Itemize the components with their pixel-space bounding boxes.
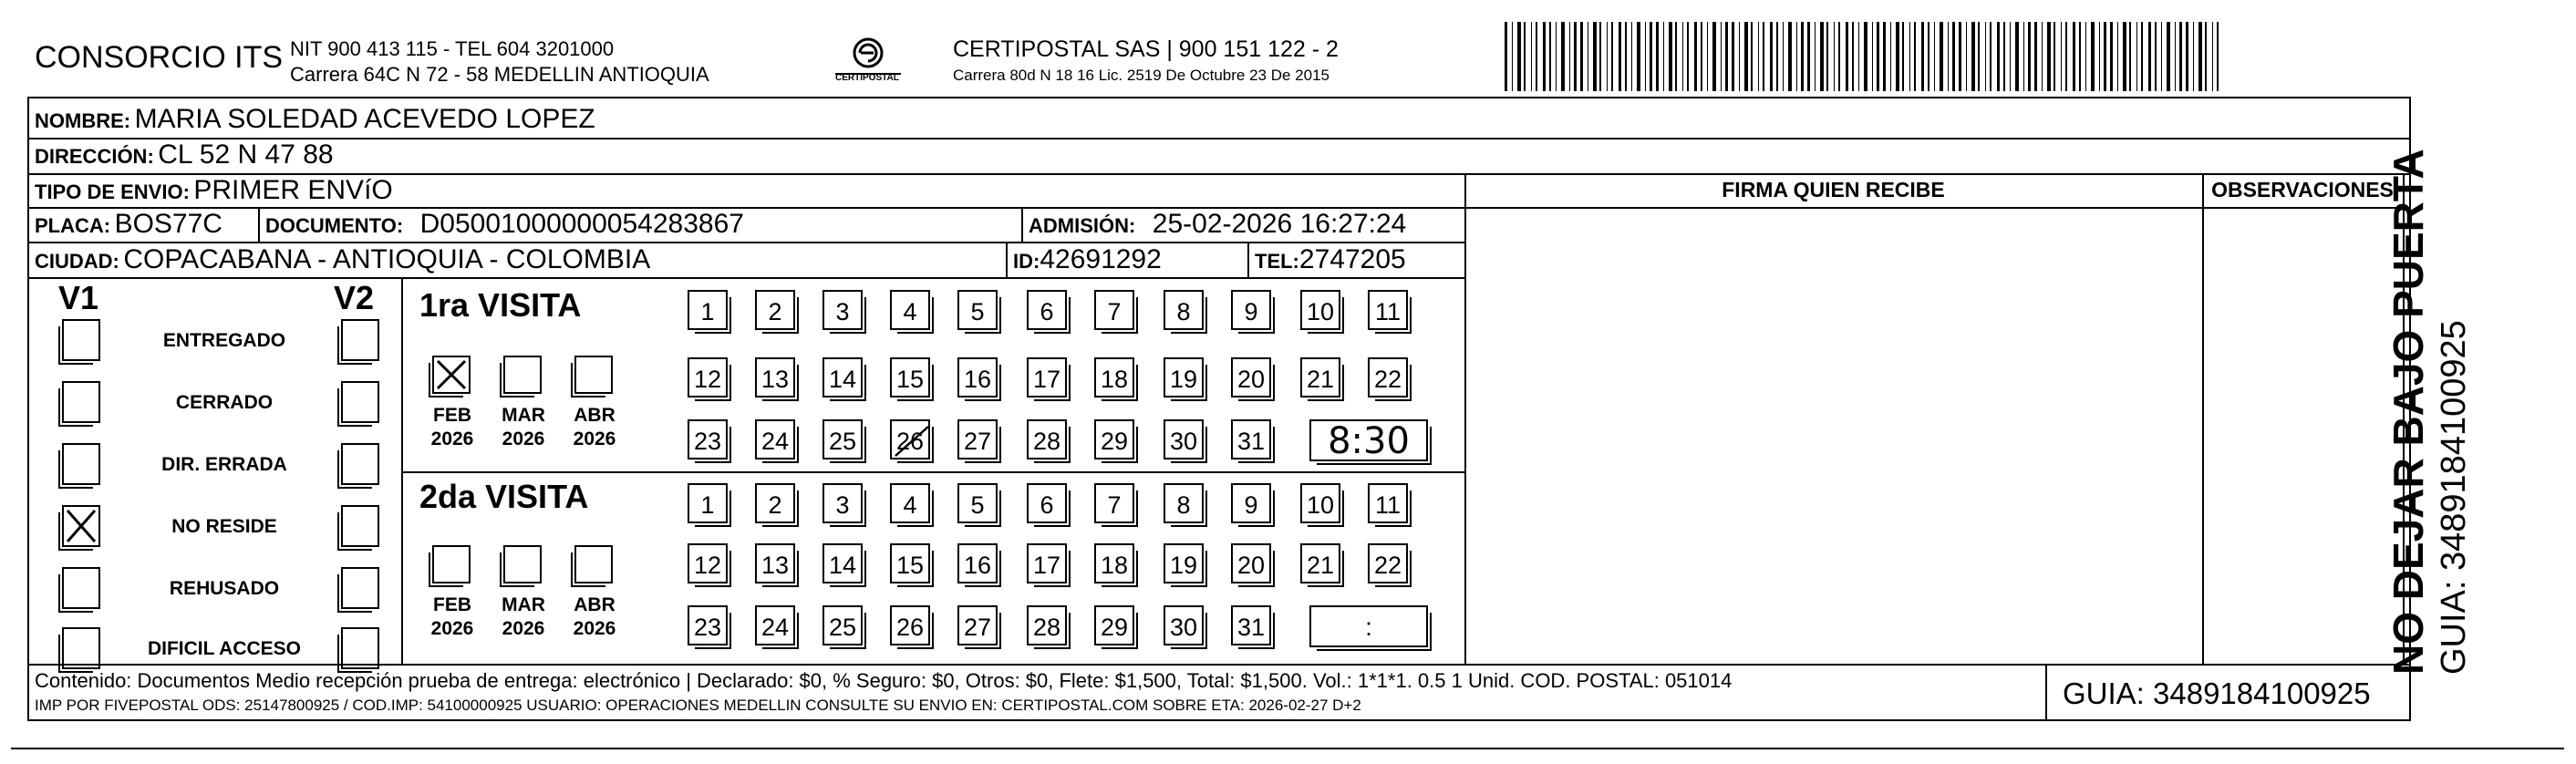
admision-value: 25-02-2026 16:27:24 [1152, 209, 1407, 239]
day-number: 31 [1236, 428, 1266, 455]
first-visit-day-2[interactable] [755, 290, 795, 330]
first-visit-day-25[interactable] [822, 419, 863, 459]
day-number: 25 [828, 428, 857, 455]
day-number: 17 [1032, 366, 1061, 393]
carrier-name: CERTIPOSTAL SAS | 900 151 122 - 2 [953, 36, 1339, 62]
second-visit-day-1[interactable] [688, 483, 728, 523]
company-nit: NIT 900 413 115 - TEL 604 3201000 [290, 37, 615, 60]
day-number: 13 [760, 366, 790, 393]
second-visit-day-5[interactable] [957, 483, 998, 523]
ciudad-label: CIUDAD: [35, 250, 119, 273]
bottom-rule [11, 748, 2564, 749]
footer-guia: GUIA: 3489184100925 [2063, 676, 2371, 710]
day-number: 15 [895, 552, 925, 579]
first-visit-day-4[interactable] [890, 290, 930, 330]
logo-text: CERTIPOSTAL [835, 73, 899, 83]
first-visit-day-13[interactable] [755, 357, 795, 397]
day-number: 28 [1032, 428, 1061, 455]
day-number: 4 [903, 298, 917, 325]
day-number: 26 [895, 428, 925, 455]
first-visit-day-24[interactable] [755, 419, 795, 459]
second-visit-year-label: 2026 [430, 618, 474, 639]
second-visit-time-box[interactable] [1309, 605, 1428, 647]
status-label-entregado: ENTREGADO [162, 330, 286, 351]
day-number: 20 [1236, 552, 1266, 579]
firma-header: FIRMA QUIEN RECIBE [1722, 178, 1945, 201]
certipostal-logo [832, 35, 905, 89]
second-visit-day-22[interactable] [1368, 543, 1408, 583]
first-visit-month-feb-checkbox[interactable] [432, 356, 471, 394]
day-number: 2 [768, 298, 782, 325]
day-number: 3 [835, 491, 850, 519]
status-label-cerrado: CERRADO [175, 392, 274, 413]
second-visit-day-30[interactable] [1164, 605, 1204, 645]
first-visit-day-1[interactable] [688, 290, 728, 330]
second-visit-day-29[interactable] [1094, 605, 1134, 645]
first-visit-day-15[interactable] [890, 357, 930, 397]
second-visit-day-3[interactable] [822, 483, 863, 523]
day-number: 18 [1100, 552, 1129, 579]
second-visit-day-28[interactable] [1027, 605, 1067, 645]
day-number: 29 [1100, 614, 1129, 641]
first-visit-month-feb-label: FEB [433, 405, 471, 426]
first-visit-day-31[interactable] [1231, 419, 1271, 459]
v2-checkbox-dir-errada[interactable] [341, 443, 379, 485]
placa-field [35, 209, 222, 240]
second-visit-day-31[interactable] [1231, 605, 1271, 645]
day-number: 23 [693, 428, 722, 455]
first-visit-day-7[interactable] [1094, 290, 1134, 330]
id-label: ID: [1013, 250, 1040, 273]
day-number: 12 [693, 366, 722, 393]
day-number: 16 [963, 366, 992, 393]
side-guia: GUIA: 3489184100925 [2435, 320, 2473, 675]
day-number: 10 [1306, 491, 1335, 519]
second-visit-day-14[interactable] [822, 543, 863, 583]
second-visit-day-20[interactable] [1231, 543, 1271, 583]
day-number: 13 [760, 552, 790, 579]
second-visit-day-17[interactable] [1027, 543, 1067, 583]
first-visit-year-label: 2026 [430, 428, 474, 449]
second-visit-day-25[interactable] [822, 605, 863, 645]
second-visit-day-10[interactable] [1300, 483, 1340, 523]
placa-label: PLACA: [35, 214, 111, 237]
first-visit-year-label: 2026 [502, 428, 545, 449]
day-number: 5 [970, 298, 985, 325]
v2-checkbox-no-reside[interactable] [341, 505, 379, 547]
nombre-value: MARIA SOLEDAD ACEVEDO LOPEZ [134, 104, 595, 134]
second-visit-day-23[interactable] [688, 605, 728, 645]
first-visit-time-value: 8:30 [1328, 420, 1410, 462]
day-number: 30 [1169, 428, 1198, 455]
second-visit-day-24[interactable] [755, 605, 795, 645]
day-number: 10 [1306, 298, 1335, 325]
second-visit-day-2[interactable] [755, 483, 795, 523]
day-number: 12 [693, 552, 722, 579]
day-number: 11 [1374, 491, 1402, 519]
first-visit-day-3[interactable] [822, 290, 863, 330]
second-visit-day-12[interactable] [688, 543, 728, 583]
day-number: 19 [1169, 552, 1198, 579]
first-visit-day-26[interactable] [890, 419, 930, 459]
day-number: 22 [1373, 366, 1402, 393]
day-number: 24 [760, 614, 790, 641]
day-number: 3 [835, 298, 850, 325]
second-visit-title: 2da VISITA [419, 478, 589, 515]
day-number: 16 [963, 552, 992, 579]
day-number: 6 [1040, 298, 1054, 325]
footer-imp: IMP POR FIVEPOSTAL ODS: 25147800925 / COD.IMP: 54100000925 USUARIO: OPERACIONES MEDELLIN CONSULTE SU ENVIO EN: CERTIPOSTAL.COM SOBRE ETA: 2026-02-27 D+2 [35, 697, 1361, 714]
day-number: 18 [1100, 366, 1129, 393]
tel-label: TEL: [1255, 250, 1299, 273]
v2-checkbox-cerrado[interactable] [341, 381, 379, 423]
day-number: 9 [1244, 298, 1258, 325]
first-visit-day-30[interactable] [1164, 419, 1204, 459]
documento-field [265, 209, 744, 240]
documento-label: DOCUMENTO: [265, 214, 404, 237]
v1-checkbox-entregado[interactable] [62, 319, 100, 361]
first-visit-day-10[interactable] [1300, 290, 1340, 330]
first-visit-day-29[interactable] [1094, 419, 1134, 459]
day-number: 11 [1374, 298, 1402, 325]
id-field [1013, 244, 1162, 275]
first-visit-day-16[interactable] [957, 357, 998, 397]
direccion-label: DIRECCIÓN: [35, 145, 154, 168]
second-visit-year-label: 2026 [573, 618, 616, 639]
v1-checkbox-cerrado[interactable] [62, 381, 100, 423]
second-visit-day-15[interactable] [890, 543, 930, 583]
second-visit-day-18[interactable] [1094, 543, 1134, 583]
company-address: Carrera 64C N 72 - 58 MEDELLIN ANTIOQUIA [290, 63, 709, 86]
day-number: 7 [1107, 491, 1122, 519]
side-warning: NO DEJAR BAJO PUERTA [2385, 149, 2432, 675]
tipo-field [35, 175, 393, 206]
day-number: 1 [700, 491, 715, 519]
barcode [1505, 22, 2225, 91]
second-visit-time-value: : [1365, 613, 1372, 641]
first-visit-day-14[interactable] [822, 357, 863, 397]
first-visit-day-18[interactable] [1094, 357, 1134, 397]
first-visit-day-23[interactable] [688, 419, 728, 459]
second-visit-day-4[interactable] [890, 483, 930, 523]
day-number: 6 [1040, 491, 1054, 519]
tipo-value: PRIMER ENVíO [193, 175, 393, 205]
first-visit-day-27[interactable] [957, 419, 998, 459]
admision-label: ADMISIÓN: [1029, 214, 1136, 237]
v2-checkbox-dificil-acceso[interactable] [341, 627, 379, 669]
day-number: 28 [1032, 614, 1061, 641]
second-visit-day-11[interactable] [1368, 483, 1408, 523]
first-visit-month-abr-label: ABR [574, 405, 616, 426]
first-visit-day-8[interactable] [1164, 290, 1204, 330]
first-visit-day-17[interactable] [1027, 357, 1067, 397]
second-visit-day-16[interactable] [957, 543, 998, 583]
day-number: 23 [693, 614, 722, 641]
second-visit-month-feb-label: FEB [433, 594, 471, 615]
v2-checkbox-rehusado[interactable] [341, 567, 379, 609]
second-visit-day-26[interactable] [890, 605, 930, 645]
day-number: 20 [1236, 366, 1266, 393]
observaciones-header: OBSERVACIONES [2211, 178, 2394, 201]
status-label-dir-errada: DIR. ERRADA [161, 454, 287, 475]
second-visit-day-13[interactable] [755, 543, 795, 583]
carrier-license: Carrera 80d N 18 16 Lic. 2519 De Octubre 23 De 2015 [953, 67, 1329, 84]
day-number: 15 [895, 366, 925, 393]
day-number: 5 [970, 491, 985, 519]
day-number: 8 [1176, 491, 1191, 519]
first-visit-time-box[interactable] [1309, 419, 1428, 461]
tel-field [1255, 244, 1406, 275]
second-visit-day-6[interactable] [1027, 483, 1067, 523]
day-number: 27 [963, 614, 992, 641]
day-number: 30 [1169, 614, 1198, 641]
day-number: 21 [1306, 552, 1335, 579]
second-visit-day-27[interactable] [957, 605, 998, 645]
day-number: 26 [895, 614, 925, 641]
day-number: 19 [1169, 366, 1198, 393]
first-visit-month-mar-checkbox[interactable] [503, 356, 542, 394]
direccion-value: CL 52 N 47 88 [158, 139, 334, 170]
first-visit-day-11[interactable] [1368, 290, 1408, 330]
second-visit-day-8[interactable] [1164, 483, 1204, 523]
second-visit-month-abr-label: ABR [574, 594, 616, 615]
second-visit-month-mar-checkbox[interactable] [503, 545, 542, 583]
second-visit-day-21[interactable] [1300, 543, 1340, 583]
direccion-field [35, 139, 334, 170]
first-visit-day-5[interactable] [957, 290, 998, 330]
day-number: 2 [768, 491, 782, 519]
first-visit-day-19[interactable] [1164, 357, 1204, 397]
day-number: 31 [1236, 614, 1266, 641]
first-visit-day-12[interactable] [688, 357, 728, 397]
day-number: 4 [903, 491, 917, 519]
status-label-dificil-acceso: DIFICIL ACCESO [147, 638, 301, 659]
day-number: 8 [1176, 298, 1191, 325]
day-number: 14 [828, 366, 857, 393]
day-number: 7 [1107, 298, 1122, 325]
status-label-no-reside: NO RESIDE [171, 516, 277, 537]
ciudad-field [35, 244, 650, 275]
day-number: 9 [1244, 491, 1258, 519]
day-number: 21 [1306, 366, 1335, 393]
v2-header: V2 [334, 279, 375, 316]
day-number: 1 [700, 298, 715, 325]
footer-contenido: Contenido: Documentos Medio recepción prueba de entrega: electrónico | Declarado: $0, % Seguro: $0, Otros: $0, Flete: $1,500, Total: $1,500. Vol.: 1*1*1. 0.5 1 Unid. COD. POSTAL: 051014 [35, 669, 1733, 692]
first-visit-day-21[interactable] [1300, 357, 1340, 397]
day-number: 17 [1032, 552, 1061, 579]
first-visit-day-20[interactable] [1231, 357, 1271, 397]
first-visit-month-abr-checkbox[interactable] [574, 356, 613, 394]
day-number: 27 [963, 428, 992, 455]
day-number: 22 [1373, 552, 1402, 579]
first-visit-day-22[interactable] [1368, 357, 1408, 397]
documento-value: D05001000000054283867 [419, 209, 744, 239]
admision-field [1029, 209, 1406, 240]
v1-checkbox-no-reside[interactable] [62, 505, 100, 547]
status-label-rehusado: REHUSADO [169, 578, 280, 599]
second-visit-month-mar-label: MAR [502, 594, 545, 615]
placa-value: BOS77C [114, 209, 222, 239]
second-visit-month-abr-checkbox[interactable] [574, 545, 613, 583]
tipo-label: TIPO DE ENVIO: [35, 181, 190, 203]
nombre-label: NOMBRE: [35, 109, 131, 132]
second-visit-month-feb-checkbox[interactable] [432, 545, 471, 583]
nombre-field [35, 104, 595, 135]
v1-header: V1 [58, 279, 99, 316]
second-visit-day-9[interactable] [1231, 483, 1271, 523]
second-visit-day-19[interactable] [1164, 543, 1204, 583]
company-name: CONSORCIO ITS [35, 40, 284, 75]
first-visit-day-6[interactable] [1027, 290, 1067, 330]
v2-checkbox-entregado[interactable] [341, 319, 379, 361]
day-number: 14 [828, 552, 857, 579]
first-visit-title: 1ra VISITA [419, 286, 582, 324]
v1-checkbox-dir-errada[interactable] [62, 443, 100, 485]
v1-checkbox-rehusado[interactable] [62, 567, 100, 609]
day-number: 29 [1100, 428, 1129, 455]
first-visit-day-28[interactable] [1027, 419, 1067, 459]
first-visit-month-mar-label: MAR [502, 405, 545, 426]
first-visit-year-label: 2026 [573, 428, 616, 449]
second-visit-year-label: 2026 [502, 618, 545, 639]
ciudad-value: COPACABANA - ANTIOQUIA - COLOMBIA [123, 244, 651, 274]
tel-value: 2747205 [1298, 244, 1406, 274]
v1-checkbox-dificil-acceso[interactable] [62, 627, 100, 669]
day-number: 25 [828, 614, 857, 641]
day-number: 24 [760, 428, 790, 455]
id-value: 42691292 [1040, 244, 1162, 274]
first-visit-day-9[interactable] [1231, 290, 1271, 330]
second-visit-day-7[interactable] [1094, 483, 1134, 523]
